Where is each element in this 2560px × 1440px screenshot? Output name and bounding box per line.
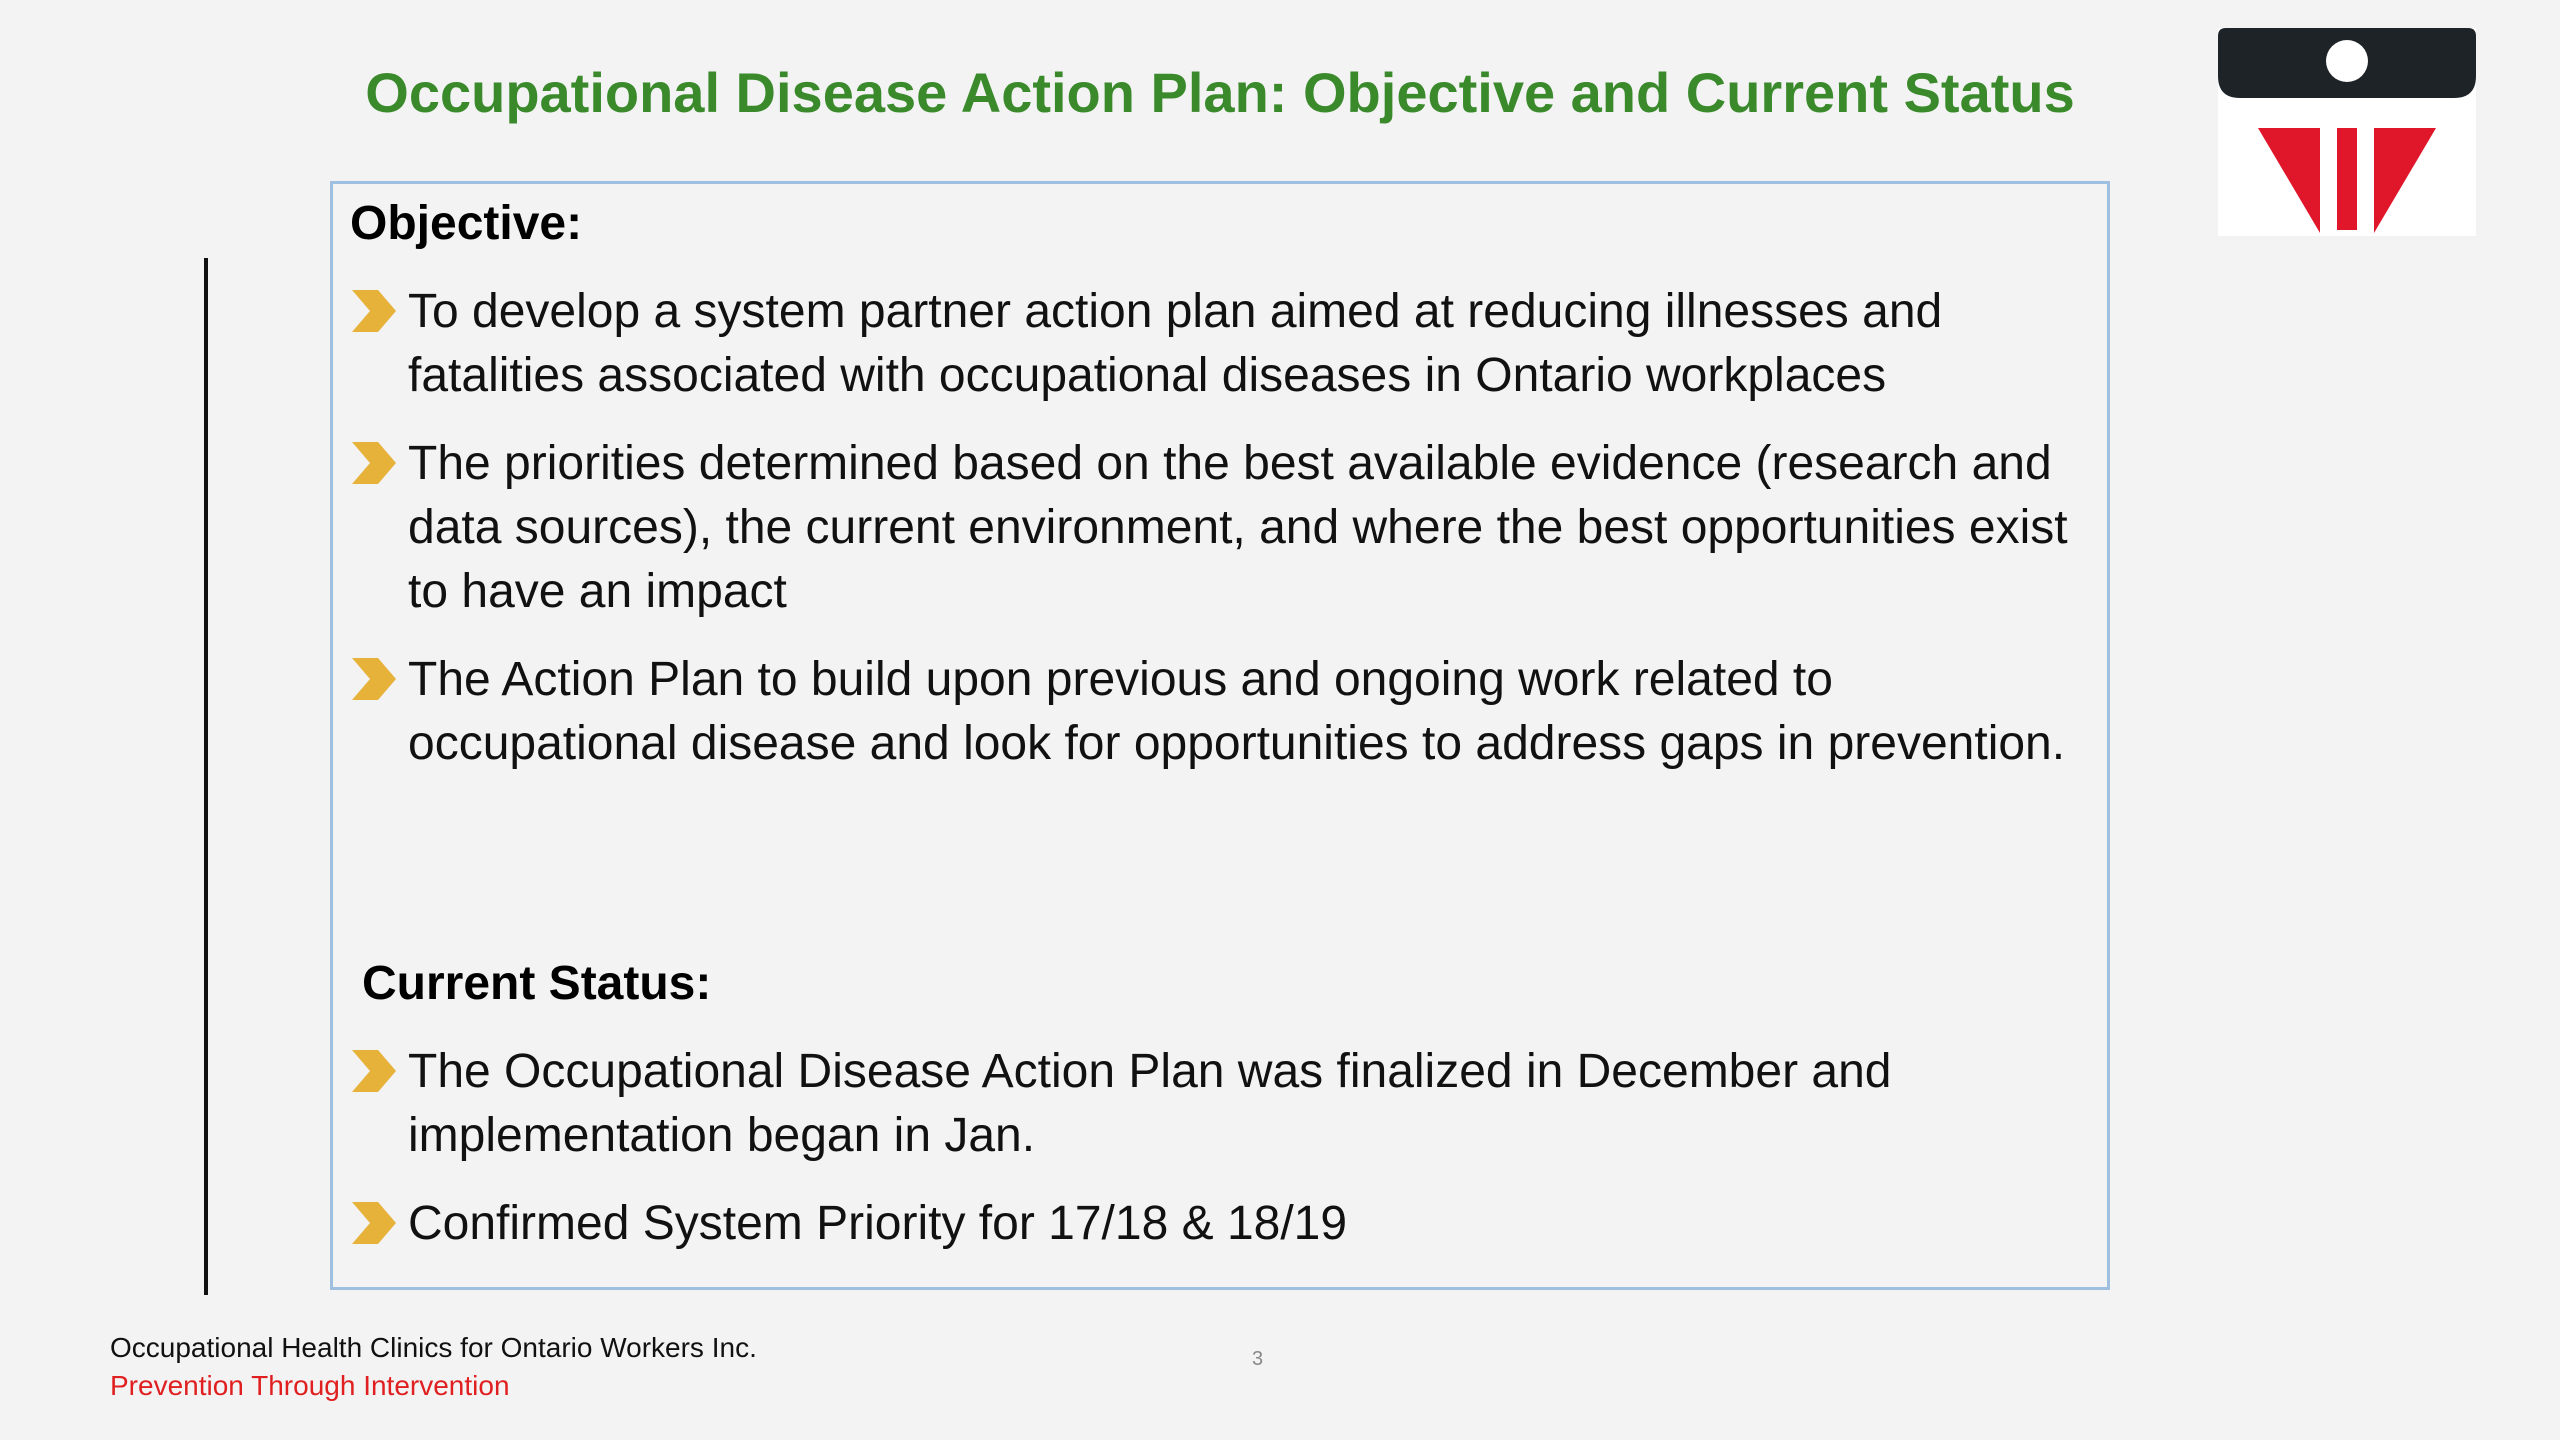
chevron-right-icon <box>352 1050 396 1092</box>
chevron-right-icon <box>352 658 396 700</box>
ohcow-logo-icon <box>2218 28 2476 236</box>
bullet-text: The Action Plan to build upon previous and ongoing work related to occupational disease and look for opportunities to address gaps in prevention. <box>408 653 2066 770</box>
chevron-right-icon <box>352 290 396 332</box>
footer-organization: Occupational Health Clinics for Ontario Workers Inc. <box>110 1332 757 1363</box>
vertical-divider <box>204 258 208 1295</box>
page-number: 3 <box>1252 1348 1264 1370</box>
bullet-text: To develop a system partner action plan aimed at reducing illnesses and fatalities associated with occupational diseases in Ontario workplaces <box>408 285 1943 402</box>
footer-tagline: Prevention Through Intervention <box>110 1370 510 1401</box>
chevron-right-icon <box>352 442 396 484</box>
bullet-text: Confirmed System Priority for 17/18 & 18/19 <box>408 1197 1348 1250</box>
objective-heading: Objective: <box>350 197 583 250</box>
bullet-text: The priorities determined based on the best available evidence (research and data sources), the current environment, and where the best opportunities exist to have an impact <box>408 437 2068 618</box>
slide-title: Occupational Disease Action Plan: Objective and Current Status <box>365 61 2075 124</box>
bullet-text: The Occupational Disease Action Plan was finalized in December and implementation began in Jan. <box>408 1045 1892 1162</box>
current-status-heading: Current Status: <box>362 957 712 1010</box>
chevron-right-icon <box>352 1202 396 1244</box>
